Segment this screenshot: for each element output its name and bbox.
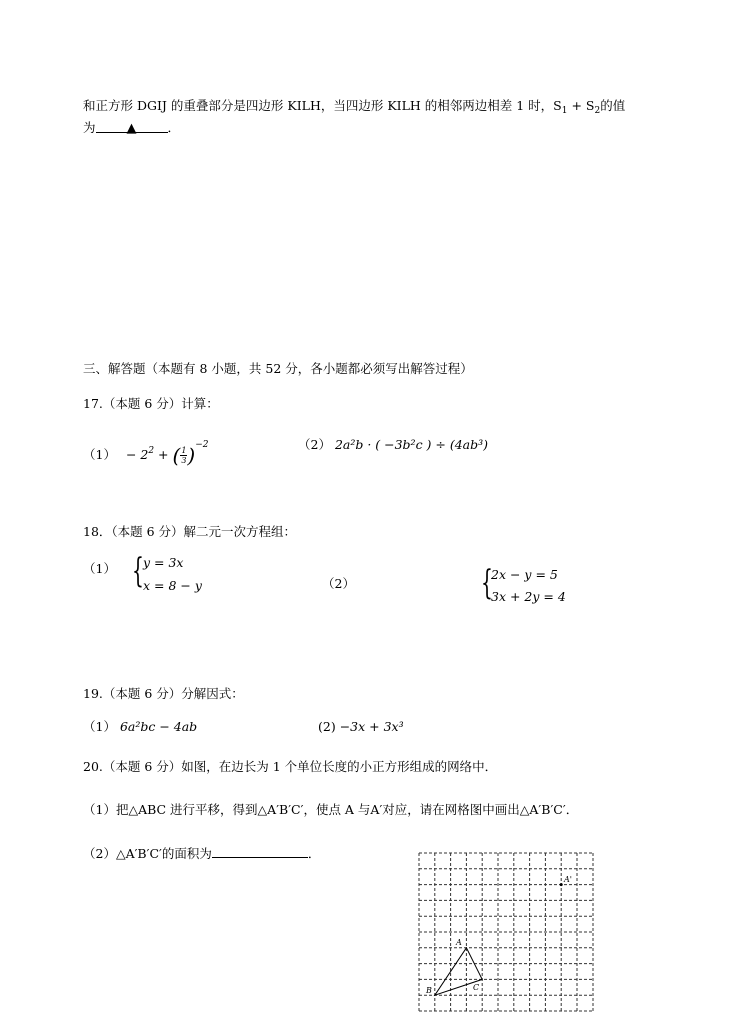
q19-p1-label: （1）: [83, 719, 116, 734]
q19-part2: [318, 719, 404, 735]
q17-p1-expr: [125, 440, 209, 468]
q17-p1-exp: 2: [148, 446, 155, 456]
q17-part2: [298, 437, 488, 453]
q16-plus: + S: [567, 98, 595, 113]
q17-p1-lparen: (: [172, 443, 181, 468]
q20-part1: （1）把△ABC 进行平移，得到△A′B′C′，使点 A 与A′对应，请在网格图中画出△A′B′C′．: [83, 802, 579, 817]
q16-s2-sub: 2: [594, 106, 601, 116]
q19-title: 19.（本题 6 分）分解因式：: [83, 686, 244, 701]
q17-p1-label: （1）: [83, 447, 116, 462]
label-b: B: [426, 986, 432, 995]
label-a: A: [456, 938, 462, 947]
label-c: C: [473, 983, 480, 992]
q16-answer-marker: ▲: [126, 121, 137, 136]
q18-p1-brace: {: [132, 551, 144, 591]
section3-title: 三、解答题（本题有 8 小题，共 52 分，各小题都必须写出解答过程）: [83, 361, 473, 376]
q16-line1-tail: 的值: [600, 98, 626, 113]
q18-p2-eq1: 2x − y = 5: [491, 567, 558, 582]
q17-p2-expr: 2a²b · ( −3b²c ) ÷ (4ab³): [334, 437, 489, 452]
q19-p2-label: (2): [318, 719, 336, 734]
q18-p2-eq2: 3x + 2y = 4: [491, 589, 566, 604]
q18-p1-eq1: y = 3x: [143, 555, 184, 570]
q17-p1-rparen: ): [187, 443, 196, 468]
q20-p2-prefix: （2）△A′B′C′的面积为: [83, 846, 212, 861]
q20-title: 20.（本题 6 分）如图，在边长为 1 个单位长度的小正方形组成的网络中．: [83, 759, 498, 774]
q17-p1-frac-num: 1: [181, 446, 187, 455]
q17-p1-base: − 2: [125, 447, 149, 462]
q18-p2-brace: {: [481, 563, 493, 603]
q18-p1-label: （1）: [83, 561, 116, 576]
q17-p1-outer-exp: −2: [195, 440, 209, 450]
q17-title: 17.（本题 6 分）计算：: [83, 396, 219, 411]
q17-p1-plus: +: [154, 447, 173, 462]
q18-title: 18．（本题 6 分）解二元一次方程组：: [83, 524, 297, 539]
q19-part1: [83, 719, 197, 735]
q18-p2-label: （2）: [322, 576, 355, 591]
q16-line2-prefix: 为: [83, 120, 96, 135]
q16-line2-suffix: ．: [167, 120, 181, 135]
q19-p2-expr: −3x + 3x³: [339, 719, 404, 734]
q20-answer-blank[interactable]: [212, 845, 308, 858]
q16-s1-sub: 1: [561, 106, 568, 116]
q16-answer-blank[interactable]: [96, 120, 168, 136]
point-a-prime: [560, 883, 563, 886]
q20-p2-suffix: ．: [307, 846, 321, 861]
q17-p2-label: （2）: [298, 437, 331, 452]
q16-line2: [83, 120, 180, 136]
q16-line1: [83, 98, 625, 119]
grid-figure: [418, 851, 594, 1013]
q20-part2: [83, 845, 320, 862]
q16-line1-text: 和正方形 DGIJ 的重叠部分是四边形 KILH，当四边形 KILH 的相邻两边相差 1 时，S: [83, 98, 562, 113]
label-a-prime: A': [564, 875, 572, 884]
q19-p1-expr: 6a²bc − 4ab: [119, 719, 198, 734]
q17-part1: [83, 437, 209, 468]
q17-p1-frac-den: 3: [181, 456, 187, 465]
q18-p1-eq2: x = 8 − y: [143, 578, 202, 593]
